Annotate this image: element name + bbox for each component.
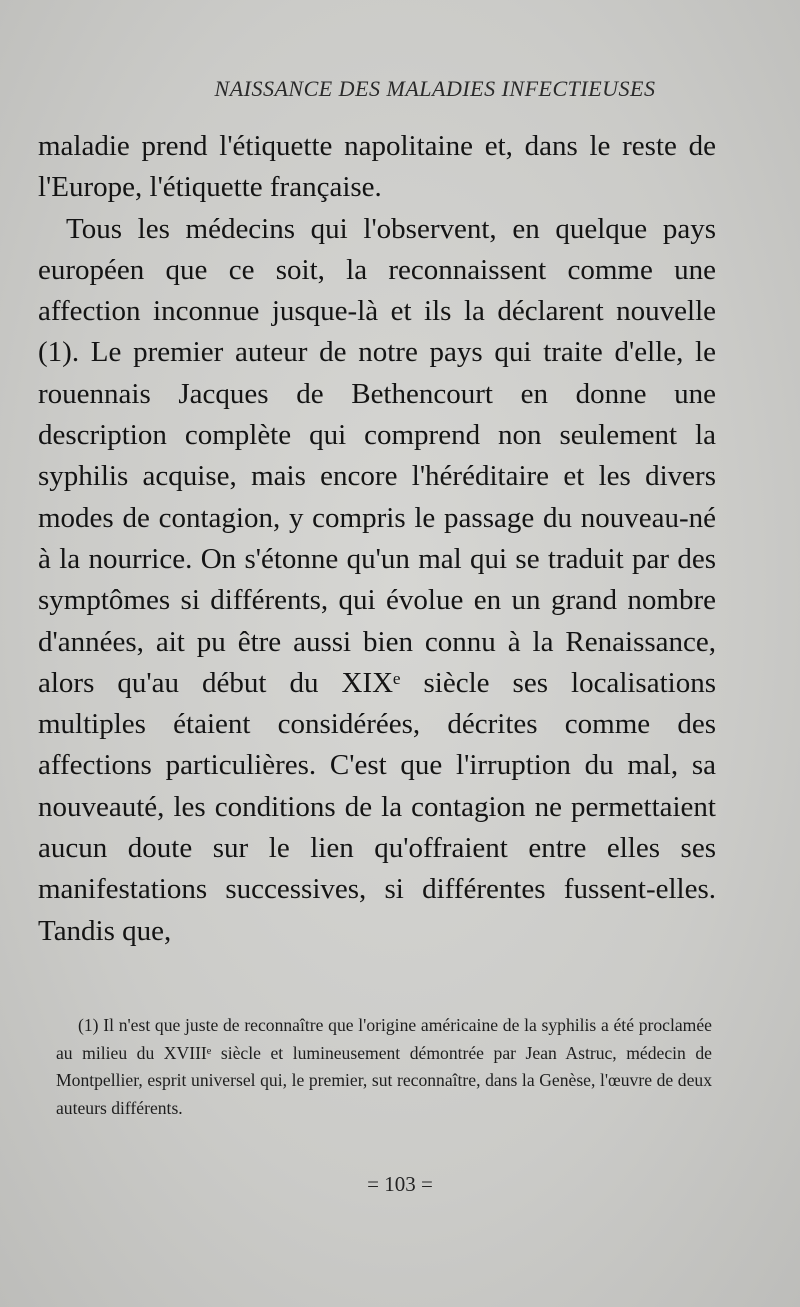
main-text	[38, 126, 716, 952]
page-number: = 103 =	[367, 1172, 433, 1196]
footnote-text: (1) Il n'est que juste de reconnaître que l'origine américaine de la syphilis a été proclamée au milieu du XVIIIᵉ siècle et lumineusement démontrée par Jean Astruc, médecin de Montpellier, esprit universel qui, le premier, sut reconnaître, dans la Genèse, l'œuvre de deux auteurs différents.	[56, 1015, 712, 1118]
paragraph: Tous les médecins qui l'observent, en quelque pays européen que ce soit, la reconnaissent comme une affection inconnue jusque-là et ils la déclarent nouvelle (1). Le premier auteur de notre pays qui traite d'elle, le rouennais Jacques de Bethencourt en donne une description complète qui comprend non seulement la syphilis acquise, mais encore l'héréditaire et les divers modes de contagion, y compris le passage du nouveau-né à la nourrice. On s'étonne qu'un mal qui se traduit par des symptômes si différents, qui évolue en un grand nombre d'années, ait pu être aussi bien connu à la Renaissance, alors qu'au début du XIXᵉ siècle ses localisations multiples étaient considérées, décrites comme des affections particulières. C'est que l'irruption du mal, sa nouveauté, les conditions de la contagion ne permettaient aucun doute sur le lien qu'offraient entre elles ses manifestations successives, si différentes fussent-elles. Tandis que,	[38, 212, 716, 947]
footnote	[56, 1012, 712, 1122]
running-head: NAISSANCE DES MALADIES INFECTIEUSES	[214, 76, 656, 101]
paragraph-continuation: maladie prend l'étiquette napolitaine et, dans le reste de l'Europe, l'étiquette française.	[38, 130, 716, 204]
